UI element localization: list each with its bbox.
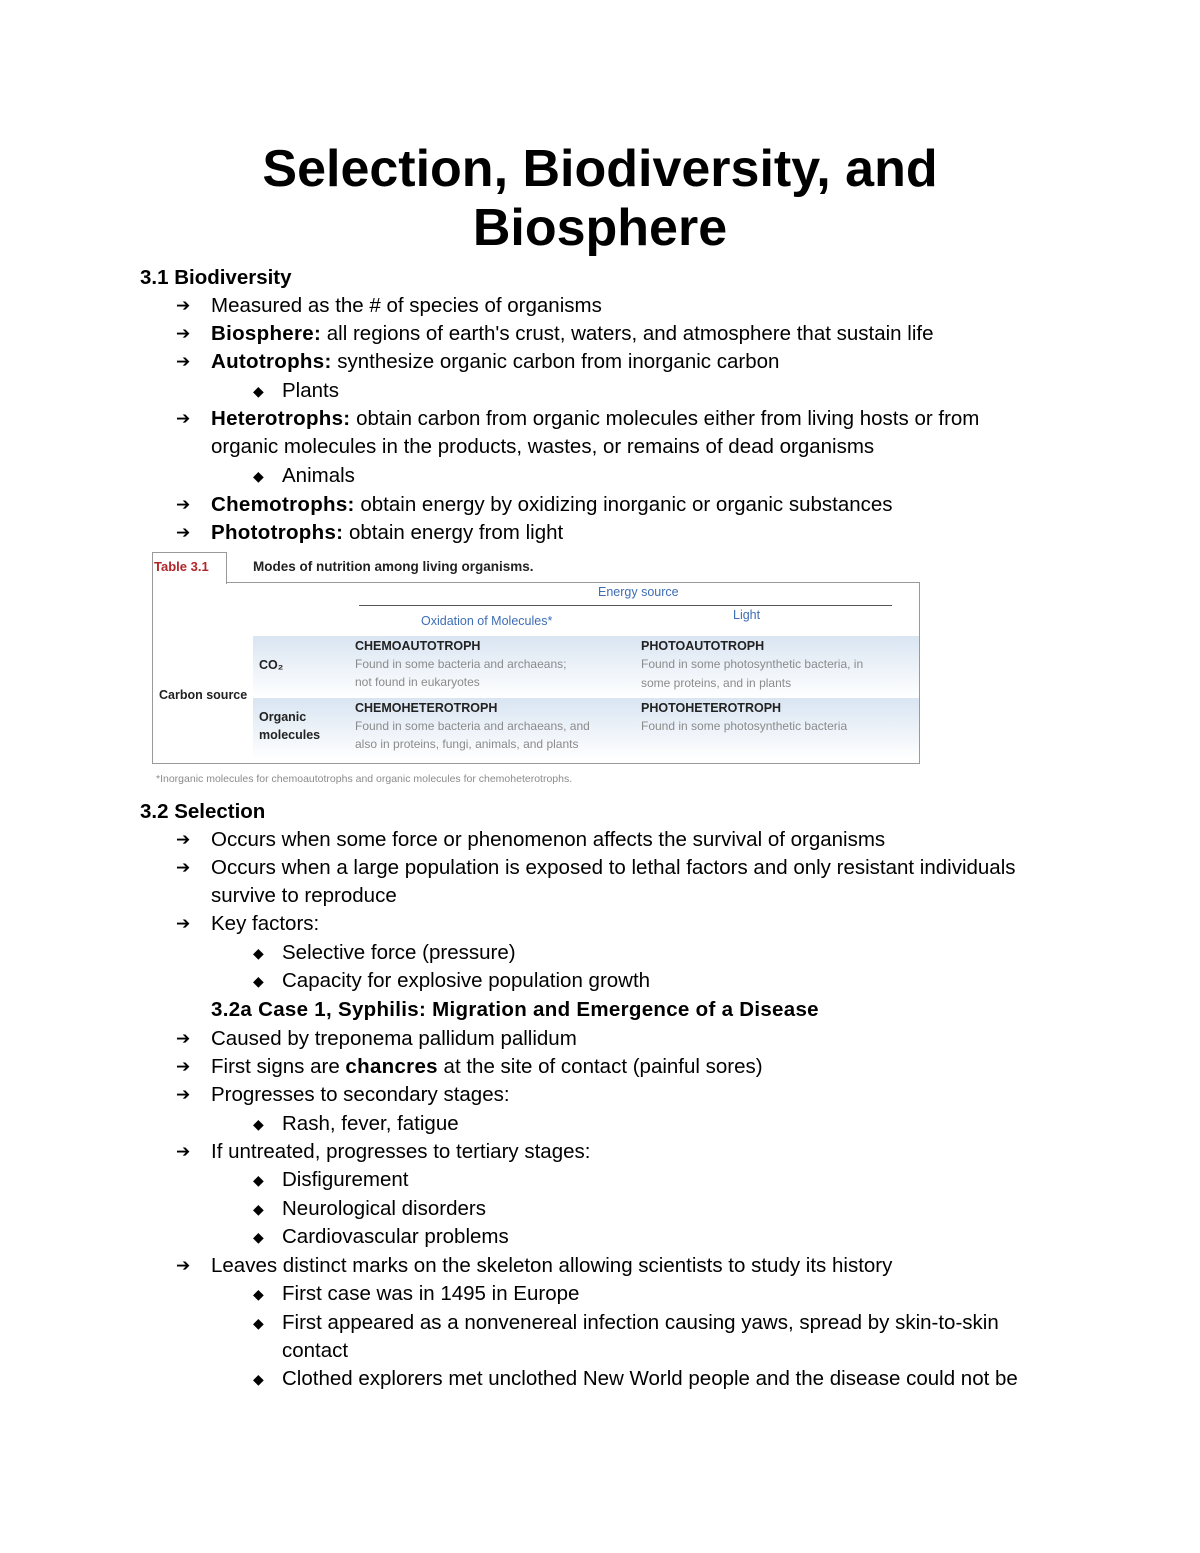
- diamond-bullet-icon: ◆: [253, 1172, 264, 1188]
- definition: obtain energy from light: [343, 521, 564, 544]
- header-rule: [359, 605, 892, 606]
- arrow-bullet-icon: ➔: [176, 296, 191, 315]
- energy-source-header: Energy source: [598, 585, 679, 599]
- list-item: Neurological disorders: [282, 1197, 486, 1220]
- list-item: Leaves distinct marks on the skeleton allowing scientists to study its history: [211, 1254, 893, 1277]
- chemoautotroph-desc-1: Found in some bacteria and archaeans;: [355, 657, 567, 671]
- list-item: First appeared as a nonvenereal infection causing yaws, spread by skin-to-skin: [282, 1311, 999, 1334]
- table-figure: [152, 552, 920, 763]
- arrow-bullet-icon: ➔: [176, 1085, 191, 1104]
- definition: all regions of earth's crust, waters, and atmosphere that sustain life: [321, 322, 934, 345]
- text: First signs are: [211, 1055, 346, 1078]
- definition: obtain carbon from organic molecules either from living hosts or from: [350, 407, 980, 430]
- col-light-header: Light: [733, 608, 761, 622]
- list-item: Selective force (pressure): [282, 941, 516, 964]
- diamond-bullet-icon: ◆: [253, 1116, 264, 1132]
- diamond-bullet-icon: ◆: [253, 973, 264, 989]
- diamond-bullet-icon: ◆: [253, 1229, 264, 1245]
- diamond-bullet-icon: ◆: [253, 468, 264, 484]
- table-caption: Modes of nutrition among living organisms.: [253, 559, 534, 574]
- arrow-bullet-icon: ➔: [176, 830, 191, 849]
- diamond-bullet-icon: ◆: [253, 383, 264, 399]
- diamond-bullet-icon: ◆: [253, 945, 264, 961]
- arrow-bullet-icon: ➔: [176, 858, 191, 877]
- definition: obtain energy by oxidizing inorganic or organic substances: [354, 493, 893, 516]
- title-line-1: Selection, Biodiversity, and: [262, 140, 938, 198]
- photoheterotroph-desc-1: Found in some photosynthetic bacteria: [641, 719, 848, 733]
- list-item: [211, 1053, 763, 1081]
- list-item: [211, 491, 893, 519]
- list-item: Clothed explorers met unclothed New World people and the disease could not be: [282, 1367, 1018, 1390]
- diamond-bullet-icon: ◆: [253, 1315, 264, 1331]
- list-item-continuation: contact: [282, 1339, 349, 1362]
- list-item: If untreated, progresses to tertiary stages:: [211, 1140, 591, 1163]
- list-item: Caused by treponema pallidum pallidum: [211, 1027, 577, 1050]
- arrow-bullet-icon: ➔: [176, 1142, 191, 1161]
- text: at the site of contact (painful sores): [437, 1055, 763, 1078]
- chemoheterotroph-title: CHEMOHETEROTROPH: [355, 701, 498, 715]
- arrow-bullet-icon: ➔: [176, 495, 191, 514]
- term-chancres: chancres: [345, 1055, 438, 1078]
- arrow-bullet-icon: ➔: [176, 1029, 191, 1048]
- list-item: Key factors:: [211, 912, 320, 935]
- section-heading-3-1: 3.1 Biodiversity: [140, 266, 292, 289]
- list-item: [211, 405, 979, 433]
- chemoautotroph-title: CHEMOAUTOTROPH: [355, 639, 481, 653]
- table-footnote: *Inorganic molecules for chemoautotrophs and organic molecules for chemoheterotrophs.: [156, 773, 573, 785]
- chemoautotroph-desc-2: not found in eukaryotes: [355, 675, 480, 689]
- arrow-bullet-icon: ➔: [176, 324, 191, 343]
- col-oxidation-header: Oxidation of Molecules*: [421, 614, 553, 628]
- chemoheterotroph-desc-2: also in proteins, fungi, animals, and plants: [355, 737, 579, 751]
- table-top-border: [226, 582, 920, 583]
- arrow-bullet-icon: ➔: [176, 1057, 191, 1076]
- chemoheterotroph-desc-1: Found in some bacteria and archaeans, and: [355, 719, 590, 733]
- subsection-heading-3-2a: 3.2a Case 1, Syphilis: Migration and Emergence of a Disease: [211, 998, 819, 1021]
- arrow-bullet-icon: ➔: [176, 523, 191, 542]
- list-item: First case was in 1495 in Europe: [282, 1282, 580, 1305]
- term-biosphere: Biosphere:: [211, 322, 322, 345]
- row-label-co2: CO₂: [259, 658, 284, 672]
- list-item-continuation: survive to reproduce: [211, 884, 397, 907]
- arrow-bullet-icon: ➔: [176, 1256, 191, 1275]
- list-item: Occurs when some force or phenomenon affects the survival of organisms: [211, 828, 886, 851]
- list-item: Disfigurement: [282, 1168, 409, 1191]
- arrow-bullet-icon: ➔: [176, 409, 191, 428]
- photoheterotroph-title: PHOTOHETEROTROPH: [641, 701, 782, 715]
- section-heading-3-2: 3.2 Selection: [140, 800, 266, 823]
- carbon-source-label: Carbon source: [159, 688, 248, 702]
- term-chemotrophs: Chemotrophs:: [211, 493, 355, 516]
- photoautotroph-desc-2: some proteins, and in plants: [641, 676, 792, 690]
- photoautotroph-desc-1: Found in some photosynthetic bacteria, in: [641, 657, 864, 671]
- list-item-continuation: organic molecules in the products, wastes, or remains of dead organisms: [211, 435, 875, 458]
- list-item: Cardiovascular problems: [282, 1225, 509, 1248]
- list-item: Rash, fever, fatigue: [282, 1112, 459, 1135]
- arrow-bullet-icon: ➔: [176, 914, 191, 933]
- term-autotrophs: Autotrophs:: [211, 350, 332, 373]
- list-item: Capacity for explosive population growth: [282, 969, 651, 992]
- photoautotroph-title: PHOTOAUTOTROPH: [641, 639, 765, 653]
- list-item: [211, 348, 779, 376]
- list-item: Measured as the # of species of organisms: [211, 294, 602, 317]
- list-item: Progresses to secondary stages:: [211, 1083, 510, 1106]
- diamond-bullet-icon: ◆: [253, 1371, 264, 1387]
- term-heterotrophs: Heterotrophs:: [211, 407, 351, 430]
- list-item: [211, 320, 933, 348]
- diamond-bullet-icon: ◆: [253, 1201, 264, 1217]
- definition: synthesize organic carbon from inorganic carbon: [331, 350, 780, 373]
- title-line-2: Biosphere: [472, 199, 728, 257]
- page-title: [0, 140, 1200, 258]
- list-item: Occurs when a large population is exposed to lethal factors and only resistant individuals: [211, 856, 1016, 879]
- table-number: Table 3.1: [154, 559, 209, 574]
- arrow-bullet-icon: ➔: [176, 352, 191, 371]
- list-item: Animals: [282, 464, 355, 487]
- list-item: Plants: [282, 379, 339, 402]
- list-item: [211, 519, 563, 547]
- diamond-bullet-icon: ◆: [253, 1286, 264, 1302]
- term-phototrophs: Phototrophs:: [211, 521, 344, 544]
- row-label-organic-2: molecules: [259, 728, 321, 742]
- row-label-organic-1: Organic: [259, 710, 307, 724]
